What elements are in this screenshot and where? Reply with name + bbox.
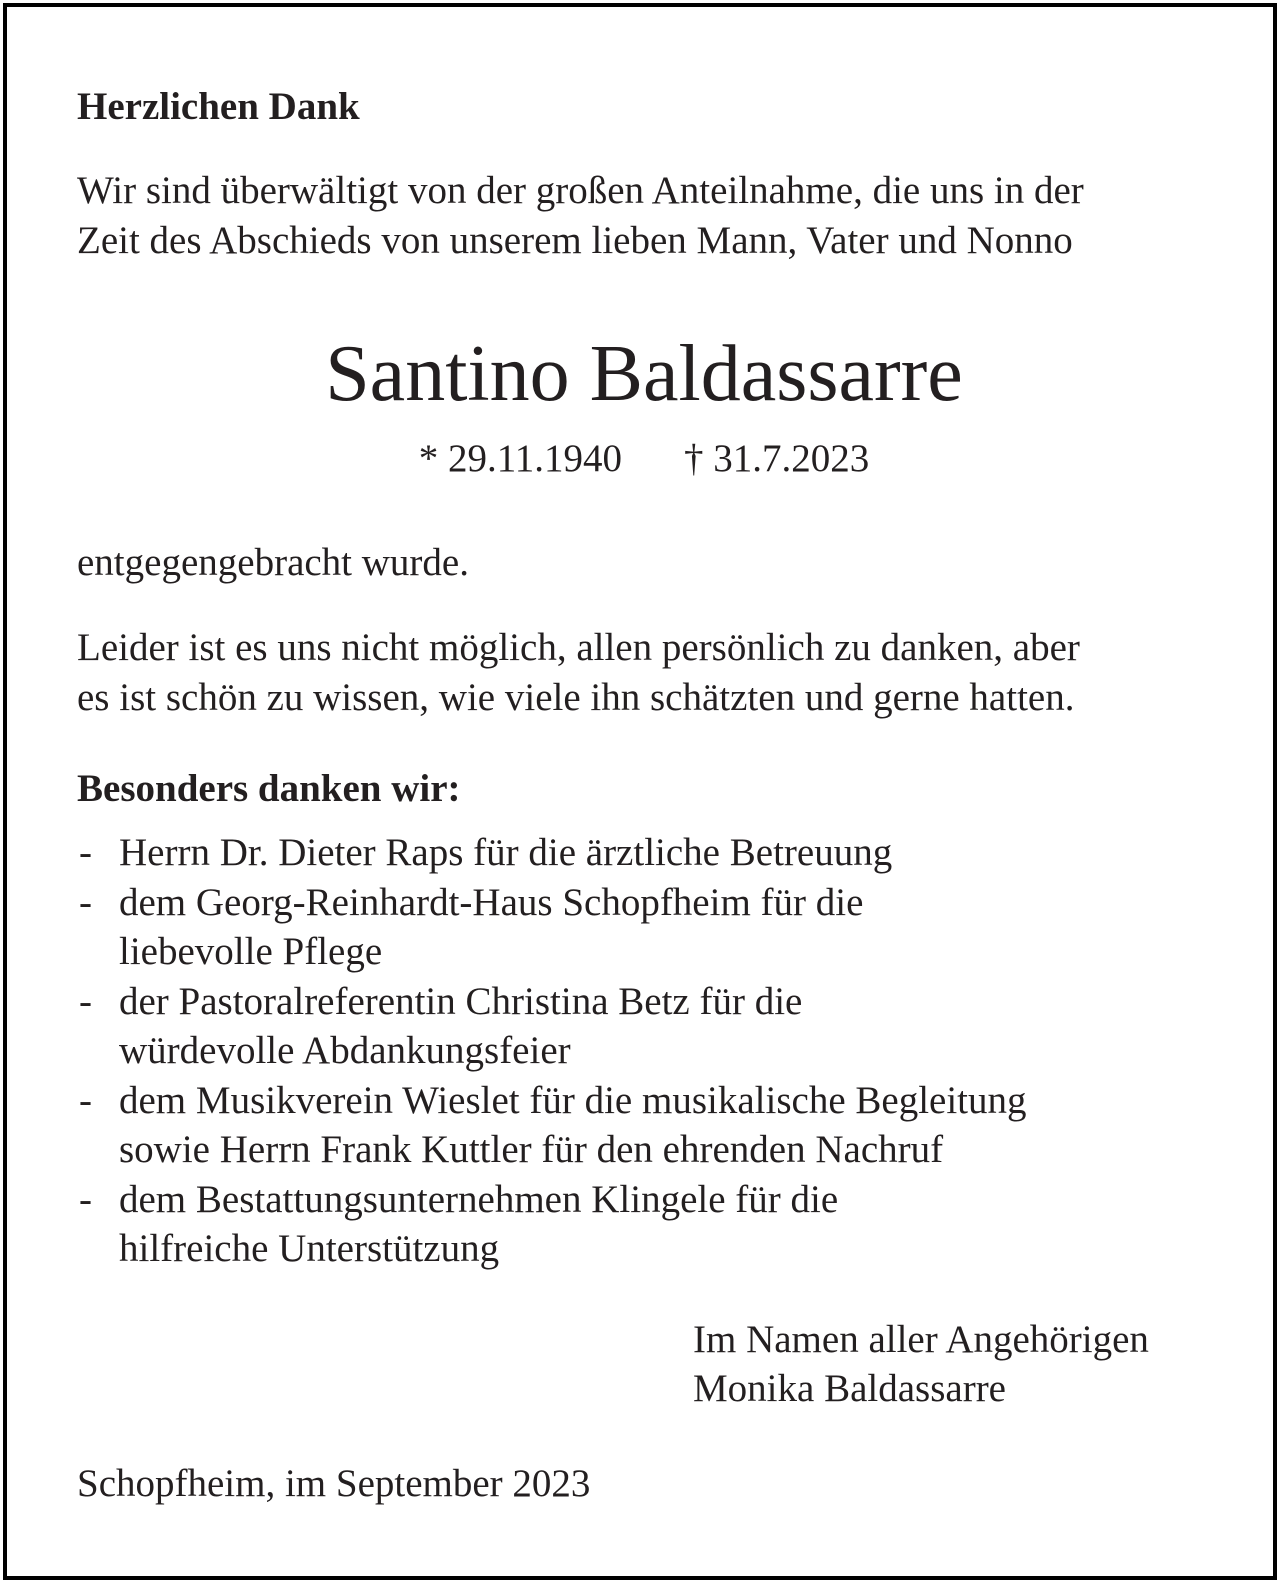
list-dash: - xyxy=(79,831,92,874)
obituary-frame xyxy=(3,3,1277,1580)
thanks-line-2: es ist schön zu wissen, wie viele ihn schätzten und gerne hatten. xyxy=(77,676,1075,719)
signature-line-1: Im Namen aller Angehörigen xyxy=(693,1318,1149,1361)
list-item xyxy=(77,1175,1217,1274)
list-dash: - xyxy=(79,1078,92,1122)
list-item xyxy=(77,977,1217,1076)
signature-name: Monika Baldassarre xyxy=(693,1367,1006,1410)
list-item-line: sowie Herrn Frank Kuttler für den ehrenden Nachruf xyxy=(119,1128,944,1171)
special-heading: Besonders danken wir: xyxy=(77,767,461,810)
thanks-list xyxy=(77,828,1217,1274)
list-item-line: hilfreiche Unterstützung xyxy=(119,1227,500,1270)
signature-block xyxy=(693,1315,1149,1413)
list-dash: - xyxy=(79,979,92,1023)
list-dash: - xyxy=(79,1177,92,1221)
list-item-line: dem Musikverein Wieslet für die musikalische Begleitung xyxy=(119,1078,1027,1122)
heading: Herzlichen Dank xyxy=(77,85,360,128)
intro-line-2: Zeit des Abschieds von unserem lieben Mann, Vater und Nonno xyxy=(77,219,1073,262)
list-item-line: dem Georg-Reinhardt-Haus Schopfheim für die xyxy=(119,880,864,924)
list-item xyxy=(77,878,1217,977)
list-item-line: Herrn Dr. Dieter Raps für die ärztliche Betreuung xyxy=(119,831,893,874)
after-name-text: entgegengebracht wurde. xyxy=(77,541,469,584)
intro-line-1: Wir sind überwältigt von der großen Anteilnahme, die uns in der xyxy=(77,169,1084,212)
list-dash: - xyxy=(79,880,92,924)
list-item xyxy=(77,828,1217,878)
life-dates xyxy=(77,439,1211,478)
list-item-line: würdevolle Abdankungsfeier xyxy=(119,1029,571,1072)
obituary-content xyxy=(77,7,1217,1576)
list-item-line: dem Bestattungsunternehmen Klingele für die xyxy=(119,1177,839,1221)
deceased-name: Santino Baldassarre xyxy=(325,330,963,418)
list-item-line: der Pastoralreferentin Christina Betz für die xyxy=(119,979,803,1023)
place-date: Schopfheim, im September 2023 xyxy=(77,1462,591,1505)
list-item-line: liebevolle Pflege xyxy=(119,930,383,973)
birth-date: * 29.11.1940 xyxy=(418,437,623,480)
death-date: † 31.7.2023 xyxy=(684,437,870,480)
thanks-line-1: Leider ist es uns nicht möglich, allen persönlich zu danken, aber xyxy=(77,626,1080,669)
list-item xyxy=(77,1076,1217,1175)
